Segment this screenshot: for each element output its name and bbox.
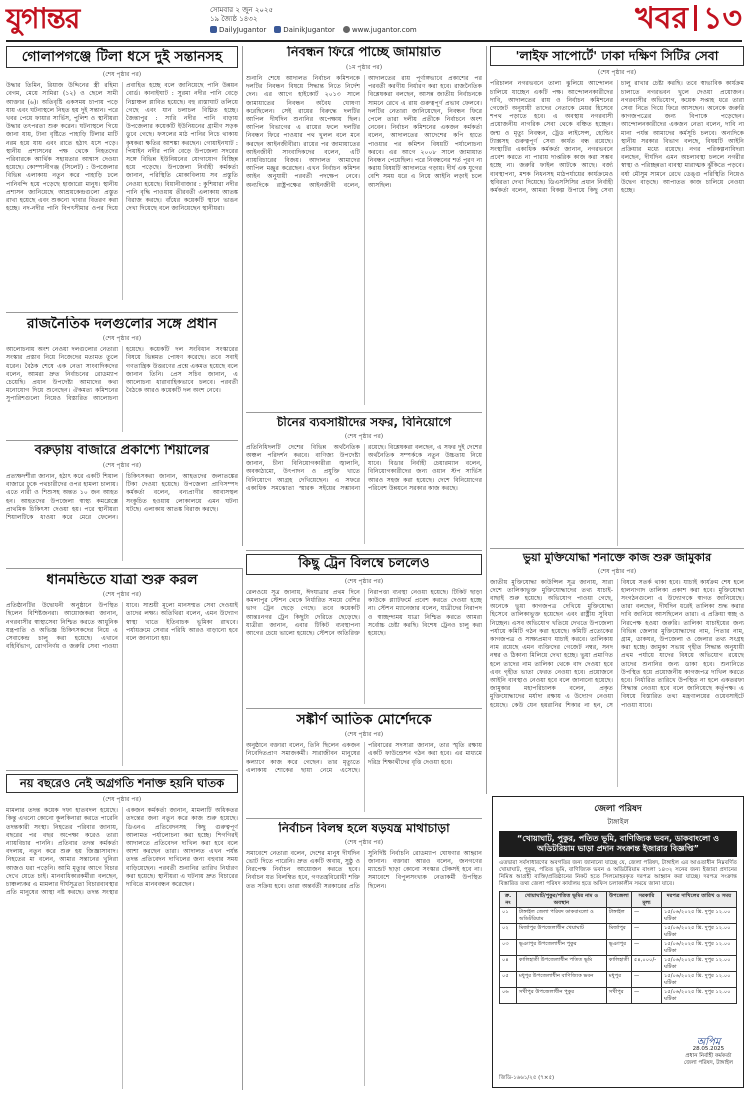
- notice-organization: জেলা পরিষদ: [594, 804, 642, 814]
- column-header: উপজেলা: [606, 892, 631, 908]
- divider: [242, 568, 243, 1090]
- table-cell: ১৫/০৬/২০২৫ খ্রি. দুপুর ১২.০০ ঘটিকা: [661, 908, 736, 924]
- column-header: দরপত্র দাখিলের তারিখ ও সময়: [661, 892, 736, 908]
- headline[interactable]: রাজনৈতিক দলগুলোর সঙ্গে প্রধান: [26, 316, 218, 332]
- table-cell: টাঙ্গাইল: [606, 908, 631, 924]
- table-cell: ১৫/০৬/২০২৫ খ্রি. দুপুর ১২.০০ ঘটিকা: [661, 924, 736, 940]
- story-china-investment: [246, 416, 482, 546]
- table-cell: ভূঞাপুর উপজেলাধীন পুকুর: [516, 940, 606, 956]
- table-cell: ৫৪,০০০/-: [631, 956, 661, 972]
- table-row: [500, 956, 737, 972]
- story-barura-fox: [6, 444, 238, 564]
- notice-reference: জিডি-১৬৬১/২৫ (৭×৫): [499, 1075, 555, 1081]
- continuation-note: (শেষ পৃষ্ঠার পর): [102, 461, 142, 469]
- story-dscc-services: [490, 46, 744, 546]
- story-dhanmondi: [6, 572, 238, 768]
- continuation-note: (১ম পৃষ্ঠার পর): [345, 63, 383, 71]
- section-header: [635, 2, 742, 36]
- article-body: রেলওয়ে সূত্র জানায়, ঈদযাত্রার প্রথম দিনে কমলাপুর স্টেশন থেকে নির্ধারিত সময়ে বেশির ভাগ ট্রেন ছেড়ে গেছে। তবে কয়েকটি আন্তঃনগর ট্রেন কিছুটা দেরিতে ছেড়েছে। যাত্রীরা জানান, এবার টিকিট ব্যবস্থাপনা আগের চেয়ে ভালো হয়েছে। স্টেশনে অতিরিক্ত নিরাপত্তা ব্যবস্থা নেওয়া হয়েছে। টিকিট ছাড়া কাউকে প্ল্যাটফর্মে প্রবেশ করতে দেওয়া হচ্ছে না। স্টেশন ম্যানেজার বলেন, যাত্রীদের নিরাপদ ও স্বাচ্ছন্দ্যময় যাত্রা নিশ্চিত করতে আমরা সর্বোচ্চ চেষ্টা করছি। বিশেষ ট্রেনও চালু করা হয়েছে।: [246, 588, 482, 637]
- story-golapganj: [6, 46, 238, 308]
- table-header-row: [500, 892, 737, 908]
- story-election-delay: [246, 822, 482, 1090]
- notice-location: টাঙ্গাইল: [607, 818, 629, 826]
- table-cell: —: [631, 908, 661, 924]
- article-body: মামলার তদন্ত কয়েক দফা হাতবদল হয়েছে। কিন্তু এখনো কোনো কূলকিনারা করতে পারেনি তদন্তকারী সংস্থা। নিহতের পরিবার জানায়, বছরের পর বছর অপেক্ষা করেও তারা ন্যায়বিচার পাননি। প্রতিবার তদন্ত কর্মকর্তা বদলায়, নতুন করে শুরু হয় জিজ্ঞাসাবাদ। নিহতের মা বলেন, আমার সন্তানের খুনিরা আজও ধরা পড়েনি। আমি মৃত্যুর আগে বিচার দেখে যেতে চাই। মানবাধিকারকর্মীরা বলছেন, চাঞ্চল্যকর এ মামলার দীর্ঘসূত্রতা বিচারব্যবস্থার প্রতি মানুষের আস্থা নষ্ট করছে। তদন্ত সংস্থার একজন কর্মকর্তা জানান, মামলাটি অধিকতর তদন্তের জন্য নতুন করে কাজ শুরু হয়েছে। ডিএনএ প্রতিবেদনসহ কিছু গুরুত্বপূর্ণ আলামত পর্যালোচনা করা হচ্ছে। শিগগিরই আদালতে প্রতিবেদন দাখিল করা হবে বলে আশা করছেন তারা। আদালত এখন পর্যন্ত তদন্ত প্রতিবেদন দাখিলের জন্য বহুবার সময় বাড়িয়েছেন। পরবর্তী শুনানির তারিখ নির্ধারণ করা হয়েছে। স্থানীয়রা এ ঘটনায় দ্রুত বিচারের দাবিতে মানববন্ধন করেছেন।: [6, 807, 238, 897]
- notice-title: “খোয়াঘাট, পুকুর, পতিত ভূমি, বাণিজ্যিক ভবন, ডাকবাংলো ও অডিটরিয়াম ভাড়া প্রদান সংক্রান্ত ইজারার বিজ্ঞপ্তি”: [499, 831, 737, 857]
- table-cell: ০২: [500, 924, 517, 940]
- headline[interactable]: বরুড়ায় বাজারে প্রকাশ্যে শিয়ালের: [34, 444, 210, 458]
- divider: [242, 46, 243, 546]
- social-links: [210, 26, 430, 35]
- table-cell: ০৩: [500, 940, 517, 956]
- signatory-office: জেলা পরিষদ, টাঙ্গাইল: [683, 1060, 733, 1066]
- website-link[interactable]: www.jugantor.com: [343, 26, 417, 35]
- twitter-icon: [274, 26, 281, 33]
- continuation-note: (শেষ পৃষ্ঠার পর): [344, 731, 384, 739]
- table-cell: ০৬: [500, 988, 517, 1004]
- article-body: আলোচনায় অংশ নেওয়া দলগুলোর নেতারা সংস্কার প্রস্তাব নিয়ে নিজেদের মতামত তুলে ধরেন। বৈঠক শেষে এক নেতা সাংবাদিকদের বলেন, আমরা দ্রুত নির্বাচনের রোডম্যাপ চেয়েছি। প্রধান উপদেষ্টা আমাদের কথা মনোযোগ দিয়ে শুনেছেন। ঐকমত্য কমিশনের সুপারিশগুলো নিয়েও বিস্তারিত আলোচনা হয়েছে। কয়েকটি দল সংবিধান সংস্কারের বিষয়ে ভিন্নমত পোষণ করেছে। তবে সবাই গণতান্ত্রিক উত্তরণের প্রশ্নে একমত হয়েছে বলে জানান তিনি। প্রেস সচিব জানান, এ আলোচনা ধারাবাহিকভাবে চলবে। পরবর্তী বৈঠকে আরও কয়েকটি দল অংশ নেবে।: [6, 346, 238, 403]
- divider: [6, 770, 238, 771]
- table-cell: কালিহাতী: [606, 956, 631, 972]
- divider: [694, 5, 697, 31]
- table-row: [500, 988, 737, 1004]
- story-atiq-morshed: [246, 712, 482, 816]
- date-line: সোমবার ২ জুন ২০২৫: [210, 6, 274, 14]
- divider: [246, 550, 482, 551]
- headline[interactable]: ভুয়া মুক্তিযোদ্ধা শনাক্তে কাজ শুরু জামুকার: [522, 552, 712, 564]
- table-cell: মির্জাপুর উপজেলাধীন খেয়াঘাট: [516, 924, 606, 940]
- story-jamaat-registration: [246, 46, 482, 412]
- divider: [246, 412, 482, 413]
- divider: [490, 548, 744, 549]
- column-header: খোয়াঘাট/পুকুর/পতিত ভূমির নাম ও অবস্থান: [516, 892, 606, 908]
- divider: [6, 568, 242, 569]
- story-trains: [246, 554, 482, 704]
- headline[interactable]: 'লাইফ সাপোর্টে' ঢাকা দক্ষিণ সিটির সেবা: [490, 46, 744, 66]
- table-cell: —: [631, 988, 661, 1004]
- article-body: জাতীয় মুক্তিযোদ্ধা কাউন্সিল সূত্র জানায়, সারা দেশে তালিকাভুক্ত মুক্তিযোদ্ধাদের তথ্য যাচাই-বাছাই শুরু হয়েছে। অভিযোগ পাওয়া গেছে, অনেকে ভুয়া কাগজপত্র দেখিয়ে মুক্তিযোদ্ধা হিসেবে তালিকাভুক্ত হয়েছেন এবং রাষ্ট্রীয় সুবিধা নিচ্ছেন। এসব অভিযোগ খতিয়ে দেখতে উপজেলা পর্যায়ে কমিটি গঠন করা হয়েছে। কমিটি প্রত্যেকের কাগজপত্র ও সাক্ষ্যপ্রমাণ যাচাই করবে। তালিকায় নাম রয়েছে এমন ব্যক্তিদের গেজেট নম্বর, সনদ নম্বর ও ঠিকানা মিলিয়ে দেখা হচ্ছে। ভুয়া প্রমাণিত হলে তাদের নাম তালিকা থেকে বাদ দেওয়া হবে এবং গৃহীত ভাতা ফেরত নেওয়া হবে। প্রয়োজনে আইনি ব্যবস্থাও নেওয়া হবে বলে জানানো হয়েছে। জামুকার মহাপরিচালক বলেন, প্রকৃত মুক্তিযোদ্ধাদের মর্যাদা রক্ষায় এ উদ্যোগ নেওয়া হয়েছে। কেউ যেন হয়রানির শিকার না হন, সে বিষয়ে সতর্ক থাকা হবে। যাচাই কার্যক্রম শেষ হলে হালনাগাদ তালিকা প্রকাশ করা হবে। মুক্তিযোদ্ধা সংগঠনগুলো এ উদ্যোগকে স্বাগত জানিয়েছে। তারা বলছেন, দীর্ঘদিন ধরেই তালিকা শুদ্ধ করার দাবি জানিয়ে আসছিলেন তারা। এ প্রক্রিয়া স্বচ্ছ ও নিরপেক্ষ হওয়া জরুরি। তালিকা যাচাইয়ের জন্য বিভিন্ন জেলার মুক্তিযোদ্ধাদের নাম, পিতার নাম, গ্রাম, ডাকঘর, উপজেলা ও জেলার তথ্য সংগ্রহ করা হচ্ছে। জামুকা সভায় গৃহীত সিদ্ধান্ত অনুযায়ী প্রথম পর্যায়ে যাদের বিষয়ে অভিযোগ রয়েছে তাদের শুনানির জন্য ডাকা হবে। শুনানিতে উপস্থিত হয়ে প্রয়োজনীয় কাগজপত্র দাখিল করতে হবে। নির্ধারিত তারিখে উপস্থিত না হলে একতরফা সিদ্ধান্ত নেওয়া হবে বলে জানিয়েছে কর্তৃপক্ষ। এ বিষয়ে বিস্তারিত তথ্য মন্ত্রণালয়ের ওয়েবসাইটে পাওয়া যাবে।: [490, 578, 744, 709]
- headline[interactable]: গোলাপগঞ্জে টিলা ধসে দুই সন্তানসহ: [6, 46, 238, 68]
- story-fake-freedom-fighters: [490, 552, 744, 790]
- facebook-link[interactable]: DailyJugantor: [210, 26, 266, 35]
- article-body: অনুষ্ঠানে বক্তারা বলেন, তিনি ছিলেন একজন নিবেদিতপ্রাণ সমাজকর্মী। সারাজীবন মানুষের কল্যাণে কাজ করে গেছেন। তার মৃত্যুতে এলাকায় শোকের ছায়া নেমে এসেছে। পরিবারের সদস্যরা জানান, তার স্মৃতি রক্ষায় একটি ফাউন্ডেশন গঠন করা হবে। এর মাধ্যমে দরিদ্র শিক্ষার্থীদের বৃত্তি দেওয়া হবে।: [246, 742, 482, 774]
- table-row: [500, 972, 737, 988]
- table-cell: সখীপুর উপজেলাধীন পুকুর: [516, 988, 606, 1004]
- divider: [486, 46, 487, 794]
- headline[interactable]: কিছু ট্রেন বিলম্বে চললেও: [246, 554, 482, 575]
- table-cell: মধুপুর: [606, 972, 631, 988]
- signatory-title: প্রধান নির্বাহী কর্মকর্তা: [685, 1053, 732, 1059]
- headline[interactable]: নয় বছরেও নেই অগ্রগতি শনাক্ত হয়নি ঘাতক: [6, 774, 238, 793]
- table-cell: কালিহাতী উপজেলাধীন পতিত ভূমি: [516, 956, 606, 972]
- column-header: সরকারি মূল্য: [631, 892, 661, 908]
- tender-notice: [492, 796, 744, 1088]
- section-name: খবর: [635, 1, 689, 36]
- table-cell: —: [631, 924, 661, 940]
- table-cell: ১৫/০৬/২০২৫ খ্রি. দুপুর ১২.০০ ঘটিকা: [661, 956, 736, 972]
- notice-table: [499, 891, 737, 1004]
- twitter-link[interactable]: DainikJugantor: [274, 26, 335, 35]
- continuation-note: (শেষ পৃষ্ঠার পর): [344, 577, 384, 585]
- divider: [246, 818, 482, 819]
- article-body: প্রতিনিধিদলটি দেশের বিভিন্ন অর্থনৈতিক অঞ্চল পরিদর্শন করবে। বাণিজ্য উপদেষ্টা জানান, চীনা বিনিয়োগকারীরা জ্বালানি, অবকাঠামো, উৎপাদন ও প্রযুক্তি খাতে বিনিয়োগে আগ্রহ দেখিয়েছেন। এ সফরে একাধিক সমঝোতা স্মারক সইয়ের সম্ভাবনা রয়েছে। বিশ্লেষকরা বলছেন, এ সফর দুই দেশের অর্থনৈতিক সম্পর্ককে নতুন উচ্চতায় নিয়ে যাবে। বিডার নির্বাহী চেয়ারম্যান বলেন, বিনিয়োগকারীদের জন্য ওয়ান স্টপ সার্ভিস আরও সহজ করা হয়েছে। দেশে বিনিয়োগের পরিবেশ উন্নয়নে সরকার কাজ করছে।: [246, 443, 482, 492]
- globe-icon: [343, 26, 350, 33]
- masthead-meta: [210, 6, 430, 35]
- continuation-note: (শেষ পৃষ্ঠার পর): [597, 69, 637, 77]
- story-political-parties: [6, 316, 238, 436]
- continuation-note: (শেষ পৃষ্ঠার পর): [102, 591, 142, 599]
- table-cell: —: [631, 972, 661, 988]
- date-line-bangla: ১৯ জ্যৈষ্ঠ ১৪৩২: [210, 15, 258, 23]
- divider: [6, 312, 238, 313]
- column-header: ক্র. নং: [500, 892, 517, 908]
- newspaper-logo[interactable]: যুগান্তর: [6, 2, 80, 35]
- table-cell: ভূঞাপুর: [606, 940, 631, 956]
- table-cell: ১৫/০৬/২০২৫ খ্রি. দুপুর ১২.০০ ঘটিকা: [661, 940, 736, 956]
- continuation-note: (শেষ পৃষ্ঠার পর): [344, 838, 384, 846]
- article-body: প্রত্যক্ষদর্শীরা জানান, হঠাৎ করে একটি শিয়াল বাজারে ঢুকে পথচারীদের ওপর হামলা চালায়। এতে নারী ও শিশুসহ অন্তত ১০ জন আহত হন। আহতদের উপজেলা স্বাস্থ্য কমপ্লেক্সে প্রাথমিক চিকিৎসা দেওয়া হয়। পরে স্থানীয়রা শিয়ালটিকে ধাওয়া করে মেরে ফেলেন। চিকিৎসকরা জানান, আহতদের জলাতঙ্কের টিকা দেওয়া হয়েছে। উপজেলা প্রাণিসম্পদ কর্মকর্তা বলেন, বন্যপ্রাণীর আবাসস্থল সংকুচিত হওয়ায় লোকালয়ে এমন ঘটনা ঘটছে। এলাকায় আতঙ্ক বিরাজ করছে।: [6, 472, 238, 521]
- table-cell: —: [631, 940, 661, 956]
- masthead: [6, 1, 742, 42]
- headline[interactable]: নির্বাচন বিলম্ব হলে ষড়যন্ত্র মাথাচাড়া: [278, 822, 450, 835]
- table-cell: ০১: [500, 908, 517, 924]
- table-row: [500, 908, 737, 924]
- article-body: সমাবেশে নেতারা বলেন, দেশের মানুষ দীর্ঘদিন ভোট দিতে পারেনি। দ্রুত একটি অবাধ, সুষ্ঠু ও নিরপেক্ষ নির্বাচন আয়োজন করতে হবে। নির্বাচন যত বিলম্বিত হবে, গণতন্ত্রবিরোধী শক্তি তত সক্রিয় হবে। তারা অন্তর্বর্তী সরকারের প্রতি সুনির্দিষ্ট নির্বাচনি রোডম্যাপ ঘোষণার আহ্বান জানান। বক্তারা আরও বলেন, জনগণের ম্যান্ডেট ছাড়া কোনো সংস্কার টেকসই হবে না। সমাবেশে বিপুলসংখ্যক নেতাকর্মী উপস্থিত ছিলেন।: [246, 849, 482, 890]
- article-body: প্রতিষ্ঠানটির উদ্বোধনী অনুষ্ঠানে উপস্থিত ছিলেন বিশিষ্টজনরা। আয়োজকরা জানান, নগরবাসীর স্বাস্থ্যসেবা নিশ্চিত করতে আধুনিক যন্ত্রপাতি ও অভিজ্ঞ চিকিৎসকদের নিয়ে এ সেবাকেন্দ্র চালু করা হয়েছে। এখানে বহির্বিভাগ, রোগনির্ণয় ও জরুরি সেবা পাওয়া যাবে। সাশ্রয়ী মূল্যে মানসম্মত সেবা দেওয়াই তাদের লক্ষ্য। অতিথিরা বলেন, এমন উদ্যোগ স্বাস্থ্য খাতে ইতিবাচক ভূমিকা রাখবে। পর্যায়ক্রমে সেবার পরিধি আরও বাড়ানো হবে বলে জানানো হয়।: [6, 602, 238, 651]
- continuation-note: (শেষ পৃষ্ঠার পর): [102, 335, 142, 343]
- table-cell: সখীপুর: [606, 988, 631, 1004]
- divider: [246, 708, 482, 709]
- table-row: [500, 940, 737, 956]
- continuation-note: (শেষ পৃষ্ঠার পর): [344, 432, 384, 440]
- table-row: [500, 924, 737, 940]
- headline[interactable]: সঙ্কীর্ণ আতিক মোর্শেদকে: [296, 712, 432, 728]
- story-murder-investigation: [6, 774, 238, 1090]
- table-cell: ০৫: [500, 972, 517, 988]
- signature-block: [684, 1039, 733, 1067]
- signature: অপিম: [696, 1037, 721, 1048]
- table-cell: ০৪: [500, 956, 517, 972]
- continuation-note: (শেষ পৃষ্ঠার পর): [597, 567, 637, 575]
- continuation-note: (শেষ পৃষ্ঠার পর): [102, 71, 142, 79]
- divider: [6, 440, 238, 441]
- headline[interactable]: ধানমন্ডিতে যাত্রা শুরু করল: [46, 572, 198, 588]
- article-body: শুনানি শেষে আদালত নির্বাচন কমিশনকে দলটির নিবন্ধন বিষয়ে সিদ্ধান্ত নিতে নির্দেশ দেন। এর আগে হাইকোর্ট ২০১৩ সালে জামায়াতের নিবন্ধন অবৈধ ঘোষণা করেছিলেন। সেই রায়ের বিরুদ্ধে দলটির আপিল দীর্ঘদিন শুনানির অপেক্ষায় ছিল। আপিল বিভাগের এ রায়ের ফলে দলটির নিবন্ধন ফিরে পাওয়ার পথ খুলল বলে মনে করছেন আইনজীবীরা। রায়ের পর জামায়াতের আইনজীবী সাংবাদিকদের বলেন, এটি ন্যায়বিচারের বিজয়। আদালত আমাদের আপিল মঞ্জুর করেছেন। এখন নির্বাচন কমিশন আইন অনুযায়ী পরবর্তী পদক্ষেপ নেবে। অন্যদিকে রাষ্ট্রপক্ষের আইনজীবী বলেন, আদালতের রায় পূর্ণাঙ্গভাবে প্রকাশের পর পরবর্তী করণীয় নির্ধারণ করা হবে। রাজনৈতিক বিশ্লেষকরা বলছেন, আসন্ন জাতীয় নির্বাচনকে সামনে রেখে এ রায় গুরুত্বপূর্ণ প্রভাব ফেলবে। দলটির নেতারা জানিয়েছেন, নিবন্ধন ফিরে পেলে তারা দলীয় প্রতীকে নির্বাচনে অংশ নেবেন। নির্বাচন কমিশনের একজন কর্মকর্তা বলেন, আদালতের আদেশের কপি হাতে পাওয়ার পর কমিশন বিষয়টি পর্যালোচনা করবে। এর আগে ২০০৮ সালে জামায়াত নিবন্ধন পেয়েছিল। পরে নিবন্ধনের শর্ত পূরণ না করায় বিষয়টি আদালতে গড়ায়। দীর্ঘ এক যুগের বেশি সময় ধরে এ নিয়ে আইনি লড়াই চলে আসছিল।: [246, 74, 482, 189]
- table-cell: ১৫/০৬/২০২৫ খ্রি. দুপুর ১২.০০ ঘটিকা: [661, 972, 736, 988]
- headline[interactable]: নিবন্ধন ফিরে পাচ্ছে জামায়াত: [287, 46, 441, 60]
- table-cell: টাঙ্গাইল জেলা পরিষদ ডাকবাংলো ও অডিটরিয়াম: [516, 908, 606, 924]
- article-body: উদ্ধার তিমিন, রিয়াজ উদ্দিনের স্ত্রী রহিমা বেগম, মেয়ে সামিরা (১২) ও ছেলে সামী আক্তার (৬)। অতিবৃষ্টি একসময় চাপায় পড়ে যায় এবং ঘটনাস্থলে নিহত হয় দুই সন্তান। পরে খবর পেয়ে ফায়ার সার্ভিস, পুলিশ ও স্থানীয়রা উদ্ধার তৎপরতা শুরু করেন। ঘটনাস্থলে গিয়ে জানা যায়, টানা বৃষ্টিতে পাহাড়ি টিলার মাটি নরম হয়ে যায় এবং রাতে হঠাৎ ধসে পড়ে। স্থানীয় প্রশাসনের পক্ষ থেকে নিহতদের পরিবারকে আর্থিক সহায়তার আশ্বাস দেওয়া হয়েছে। কোম্পানীগঞ্জ (সিলেট) : উপজেলার বিভিন্ন এলাকায় নতুন করে পাহাড়ি ঢলে পানিবন্দি হয়ে পড়েছে হাজারো মানুষ। স্থানীয় প্রশাসন জানিয়েছে আশ্রয়কেন্দ্রগুলো প্রস্তুত রাখা হয়েছে এবং শুকনো খাবার বিতরণ করা হচ্ছে। নদ-নদীর পানি বিপৎসীমার ওপর দিয়ে প্রবাহিত হচ্ছে বলে জানিয়েছে পানি উন্নয়ন বোর্ড। কানাইঘাট : সুরমা নদীর পানি বেড়ে নিম্নাঞ্চল প্লাবিত হয়েছে। বহু রাস্তাঘাট তলিয়ে গেছে এবং যান চলাচল বিঘ্নিত হচ্ছে। জৈন্তাপুর : সারি নদীর পানি বাড়ায় উপজেলার কয়েকটি ইউনিয়নের গ্রামীণ সড়ক ডুবে গেছে। ফসলের মাঠ পানির নিচে থাকায় কৃষকরা ক্ষতির আশঙ্কা করছেন। গোয়াইনঘাট : পিয়াইন নদীর পানি বেড়ে উপজেলা সদরের সঙ্গে বিভিন্ন ইউনিয়নের যোগাযোগ বিচ্ছিন্ন হয়ে পড়েছে। উপজেলা নির্বাহী কর্মকর্তা জানান, পরিস্থিতি মোকাবিলায় সব প্রস্তুতি নেওয়া হয়েছে। বিয়ানীবাজার : কুশিয়ারা নদীর পানি বৃদ্ধি পাওয়ায় তীরবর্তী এলাকায় আতঙ্ক বিরাজ করছে। বাঁধের কয়েকটি স্থানে ভাঙন দেখা দিয়েছে বলে জানিয়েছেন স্থানীয়রা।: [6, 82, 238, 213]
- table-cell: মির্জাপুর: [606, 924, 631, 940]
- table-cell: মধুপুর উপজেলাধীন বাণিজ্যিক ভবন: [516, 972, 606, 988]
- article-body: পরিচালন নগরভবনে তালা ঝুলিয়ে আন্দোলন চালিয়ে যাচ্ছেন একটি পক্ষ। আন্দোলনকারীদের দাবি, আদালতের রায় ও নির্বাচন কমিশনের গেজেট অনুযায়ী তাদের নেতাকে মেয়র হিসেবে শপথ পড়াতে হবে। এ অবস্থায় নগরবাসী প্রয়োজনীয় নাগরিক সেবা থেকে বঞ্চিত হচ্ছেন। জন্ম ও মৃত্যু নিবন্ধন, ট্রেড লাইসেন্স, হোল্ডিং ট্যাক্সসহ গুরুত্বপূর্ণ সেবা কার্যত বন্ধ রয়েছে। সংস্থাটির একাধিক কর্মকর্তা জানান, নগরভবনে প্রবেশ করতে না পারায় দাপ্তরিক কাজ করা সম্ভব হচ্ছে না। জরুরি ফাইল আটকে আছে। বর্জ্য ব্যবস্থাপনা, মশক নিধনসহ মাঠপর্যায়ের কার্যক্রমেও স্থবিরতা দেখা দিয়েছে। ডিএসসিসির প্রধান নির্বাহী কর্মকর্তা বলেন, আমরা বিকল্প উপায়ে কিছু সেবা চালু রাখার চেষ্টা করছি। তবে স্বাভাবিক কার্যক্রম চালাতে নগরভবন খুলে দেওয়া প্রয়োজন। নগরবাসীর অভিযোগ, কয়েক সপ্তাহ ধরে তারা সেবা নিতে গিয়ে ফিরে আসছেন। অনেকে জরুরি কাগজপত্রের জন্য বিপাকে পড়েছেন। আন্দোলনকারীদের একজন নেতা বলেন, দাবি না মানা পর্যন্ত আমাদের কর্মসূচি চলবে। অন্যদিকে স্থানীয় সরকার বিভাগ বলছে, বিষয়টি আইনি প্রক্রিয়ার মধ্যে রয়েছে। নগর পরিকল্পনাবিদরা বলছেন, দীর্ঘদিন এমন অচলাবস্থা চললে নগরীর স্বাস্থ্য ও পরিচ্ছন্নতা ব্যবস্থা মারাত্মক ঝুঁকিতে পড়বে। বর্ষা মৌসুম সামনে রেখে ডেঙ্গু পরিস্থিতি নিয়েও উদ্বেগ বাড়ছে। আপাতত কাজ চালিয়ে নেওয়া হচ্ছে।: [490, 80, 744, 195]
- notice-intro: এতদ্বারা সর্বসাধারণের অবগতির জন্য জানানো যাচ্ছে যে, জেলা পরিষদ, টাঙ্গাইল এর আওতাধীন নিম্নবর্ণিত খোয়াঘাট, পুকুর, পতিত ভূমি, বাণিজ্যিক ভবন ও অডিটরিয়াম বাংলা ১৪৩২ সনের জন্য ইজারা প্রদানের নিমিত্ত আগ্রহী ব্যক্তি/প্রতিষ্ঠানের নিকট হতে সিলমোহরকৃত দরপত্র আহ্বান করা যাচ্ছে। দরপত্র সংক্রান্ত বিস্তারিত তথ্য জেলা পরিষদ কার্যালয় হতে অফিস চলাকালীন সময়ে জানা যাবে।: [499, 860, 737, 887]
- continuation-note: (শেষ পৃষ্ঠার পর): [102, 796, 142, 804]
- signature-date: 28.05.2025: [692, 1046, 725, 1052]
- table-cell: ১৫/০৬/২০২৫ খ্রি. দুপুর ১২.০০ ঘটিকা: [661, 988, 736, 1004]
- facebook-icon: [210, 26, 217, 33]
- headline[interactable]: চীনের ব্যবসায়ীদের সফর, বিনিয়োগে: [276, 416, 452, 429]
- page-number: ১৩: [703, 1, 742, 36]
